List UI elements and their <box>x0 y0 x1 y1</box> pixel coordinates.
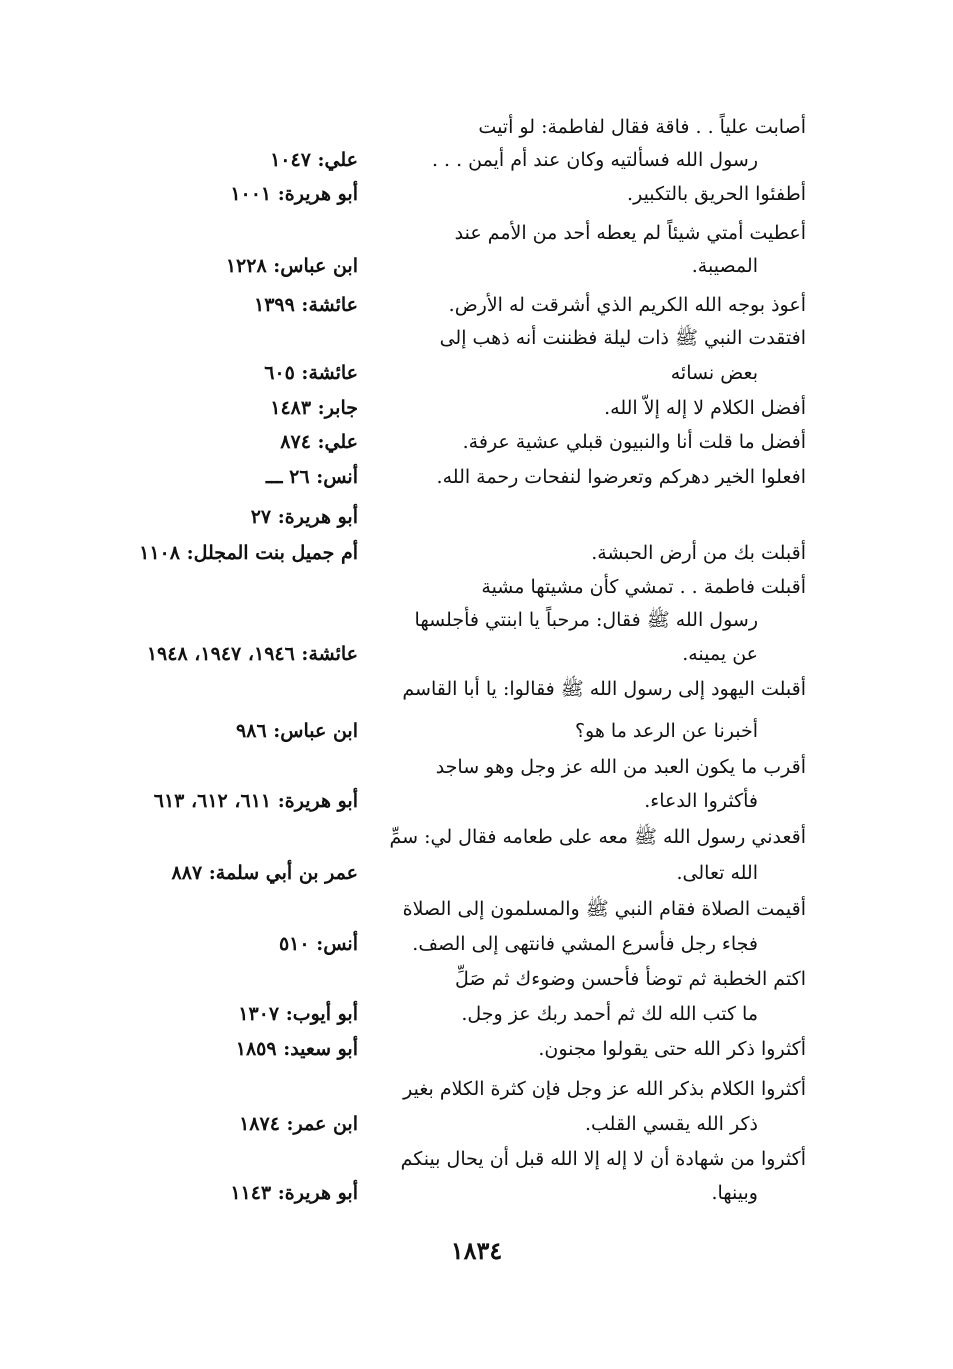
index-line <box>0 391 953 425</box>
narrator-reference: أم جميل بنت المجلل: ١١٠٨ <box>139 542 358 564</box>
index-line <box>0 177 953 211</box>
index-line <box>0 536 953 570</box>
hadith-text: أعوذ بوجه الله الكريم الذي أشرقت له الأرض. <box>448 294 806 316</box>
index-line <box>0 249 953 283</box>
hadith-text: افتقدت النبي ﷺ ذات ليلة فظننت أنه ذهب إلى <box>439 327 806 349</box>
narrator-reference: أنس: ٢٦ ـــ <box>265 466 358 488</box>
narrator-reference: أنس: ٥١٠ <box>278 933 358 955</box>
hadith-text: أكثروا من شهادة أن لا إله إلا الله قبل أن يحال بينكم <box>400 1148 806 1170</box>
hadith-text: فجاء رجل فأسرع المشي فانتهى إلى الصف. <box>412 933 758 955</box>
hadith-text: أخبرنا عن الرعد ما هو؟ <box>574 720 758 742</box>
index-line <box>0 570 953 604</box>
index-line <box>0 672 953 706</box>
index-line <box>0 750 953 784</box>
hadith-text: أقبلت اليهود إلى رسول الله ﷺ فقالوا: يا أبا القاسم <box>402 678 806 700</box>
hadith-text: أقبلت فاطمة . . تمشي كأن مشيتها مشية <box>481 576 806 598</box>
index-line <box>0 1072 953 1106</box>
index-line <box>0 460 953 494</box>
index-line <box>0 820 953 854</box>
narrator-reference: عائشة: ١٩٤٦، ١٩٤٧، ١٩٤٨ <box>146 643 358 665</box>
narrator-reference: ابن عباس: ١٢٢٨ <box>225 255 358 277</box>
hadith-text: أقرب ما يكون العبد من الله عز وجل وهو ساجد <box>435 756 806 778</box>
hadith-text: عن يمينه. <box>682 643 758 665</box>
index-line <box>0 1142 953 1176</box>
hadith-text: اكتم الخطبة ثم توضأ فأحسن وضوءك ثم صَلِّ <box>455 968 806 990</box>
narrator-reference: أبو هريرة: ١١٤٣ <box>230 1182 358 1204</box>
narrator-reference: ابن عباس: ٩٨٦ <box>236 720 358 742</box>
hadith-text: أفضل الكلام لا إله إلاّ الله. <box>604 397 806 419</box>
hadith-text: أصابت علياً . . فاقة فقال لفاطمة: لو أتيت <box>478 116 806 138</box>
index-line <box>0 856 953 890</box>
index-line <box>0 288 953 322</box>
hadith-text: افعلوا الخير دهركم وتعرضوا لنفحات رحمة الله. <box>436 466 806 488</box>
index-line <box>0 927 953 961</box>
hadith-text: رسول الله فسألتيه وكان عند أم أيمن . . . <box>431 149 758 171</box>
narrator-reference: عائشة: ٦٠٥ <box>264 362 358 384</box>
hadith-text: المصيبة. <box>691 255 758 277</box>
index-line <box>0 500 953 534</box>
hadith-text: أفضل ما قلت أنا والنبيون قبلي عشية عرفة. <box>462 431 806 453</box>
index-line <box>0 1107 953 1141</box>
narrator-reference: عائشة: ١٣٩٩ <box>253 294 358 316</box>
narrator-reference: جابر: ١٤٨٣ <box>270 397 358 419</box>
index-line <box>0 603 953 637</box>
narrator-reference: أبو هريرة: ٢٧ <box>250 506 358 528</box>
index-line <box>0 356 953 390</box>
index-line <box>0 637 953 671</box>
narrator-reference: علي: ١٠٤٧ <box>270 149 358 171</box>
narrator-reference: أبو سعيد: ١٨٥٩ <box>235 1038 358 1060</box>
narrator-reference: ابن عمر: ١٨٧٤ <box>239 1113 358 1135</box>
hadith-text: الله تعالى. <box>676 862 758 884</box>
index-line <box>0 892 953 926</box>
hadith-text: بعض نسائه <box>670 362 758 384</box>
hadith-text: أكثروا ذكر الله حتى يقولوا مجنون. <box>538 1038 806 1060</box>
index-line <box>0 110 953 144</box>
hadith-text: رسول الله ﷺ فقال: مرحباً يا ابنتي فأجلسها <box>414 609 758 631</box>
narrator-reference: أبو أيوب: ١٣٠٧ <box>238 1003 358 1025</box>
index-line <box>0 1176 953 1210</box>
index-line <box>0 321 953 355</box>
index-line <box>0 714 953 748</box>
hadith-text: أعطيت أمتي شيئاً لم يعطه أحد من الأمم عند <box>454 222 806 244</box>
index-line <box>0 784 953 818</box>
hadith-text: فأكثروا الدعاء. <box>644 790 758 812</box>
narrator-reference: أبو هريرة: ٦١١، ٦١٢، ٦١٣ <box>153 790 358 812</box>
index-line <box>0 1032 953 1066</box>
hadith-text: ما كتب الله لك ثم أحمد ربك عز وجل. <box>461 1003 758 1025</box>
index-line <box>0 143 953 177</box>
hadith-text: وبينها. <box>711 1182 758 1204</box>
index-line <box>0 216 953 250</box>
index-line <box>0 425 953 459</box>
hadith-text: أكثروا الكلام بذكر الله عز وجل فإن كثرة الكلام بغير <box>403 1078 806 1100</box>
hadith-text: أقبلت بك من أرض الحبشة. <box>591 542 806 564</box>
index-line <box>0 962 953 996</box>
hadith-text: أقعدني رسول الله ﷺ معه على طعامه فقال لي: سمِّ <box>389 826 806 848</box>
narrator-reference: أبو هريرة: ١٠٠١ <box>230 183 358 205</box>
narrator-reference: عمر بن أبي سلمة: ٨٨٧ <box>171 862 358 884</box>
index-line <box>0 997 953 1031</box>
hadith-text: أطفئوا الحريق بالتكبير. <box>627 183 806 205</box>
hadith-text: ذكر الله يقسي القلب. <box>584 1113 758 1135</box>
narrator-reference: علي: ٨٧٤ <box>280 431 358 453</box>
hadith-text: أقيمت الصلاة فقام النبي ﷺ والمسلمون إلى الصلاة <box>402 898 806 920</box>
page-number: ١٨٣٤ <box>450 1236 503 1265</box>
